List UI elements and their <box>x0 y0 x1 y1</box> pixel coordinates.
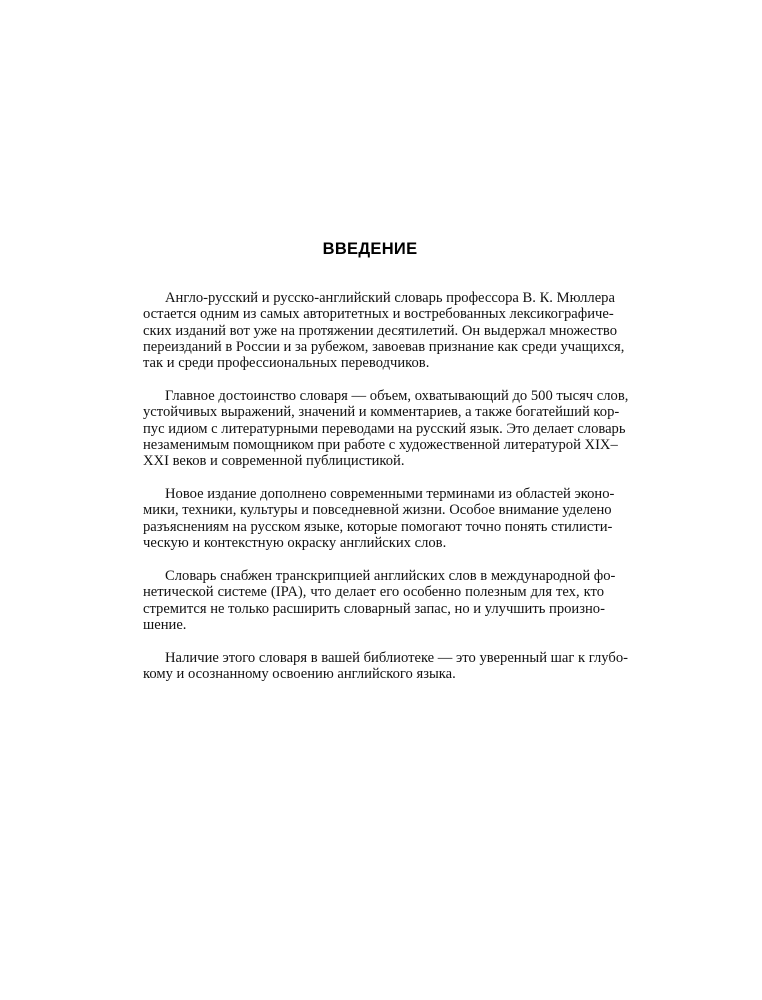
text-line: шение. <box>143 616 187 633</box>
body-text <box>143 290 629 699</box>
text-line: ческую и контекстную окраску английских слов. <box>143 535 447 552</box>
paragraph <box>143 388 629 470</box>
paragraph <box>143 649 628 683</box>
text-line: пус идиом с литературными переводами на русский язык. Это делает словарь <box>143 420 626 437</box>
text-line: Новое издание дополнено современными терминами из областей эконо- <box>165 486 615 503</box>
text-line: Словарь снабжен транскрипцией английских слов в международной фо- <box>165 567 616 584</box>
text-line: переизданий в России и за рубежом, завоевав признание как среди учащихся, <box>143 338 625 355</box>
text-line: мики, техники, культуры и повседневной жизни. Особое внимание уделено <box>143 502 612 519</box>
text-line: XXI веков и современной публицистикой. <box>143 453 405 470</box>
paragraph <box>143 567 616 633</box>
text-line: кому и осознанному освоению английского языка. <box>143 666 456 683</box>
text-line: незаменимым помощником при работе с художественной литературой XIX– <box>143 436 618 453</box>
text-line: остается одним из самых авторитетных и востребованных лексикографиче- <box>143 306 614 323</box>
text-line: Англо-русский и русско-английский словарь профессора В. К. Мюллера <box>165 290 615 306</box>
text-line: Наличие этого словаря в вашей библиотеке — это уверенный шаг к глубо- <box>165 649 628 666</box>
text-line: ских изданий вот уже на протяжении десятилетий. Он выдержал множество <box>143 322 618 339</box>
text-line: стремится не только расширить словарный запас, но и улучшить произно- <box>143 600 605 617</box>
text-line: Главное достоинство словаря — объем, охватывающий до 500 тысяч слов, <box>165 388 629 405</box>
paragraph <box>143 290 625 372</box>
text-line: так и среди профессиональных переводчиков. <box>143 355 430 372</box>
text-line: нетической системе (IPA), что делает его особенно полезным для тех, кто <box>143 584 604 601</box>
paragraph <box>143 486 615 552</box>
text-line: разъяснениям на русском языке, которые помогают точно понять стилисти- <box>143 518 613 535</box>
text-line: устойчивых выражений, значений и комментариев, а также богатейший кор- <box>143 404 620 421</box>
page-title: ВВЕДЕНИЕ <box>322 240 418 258</box>
